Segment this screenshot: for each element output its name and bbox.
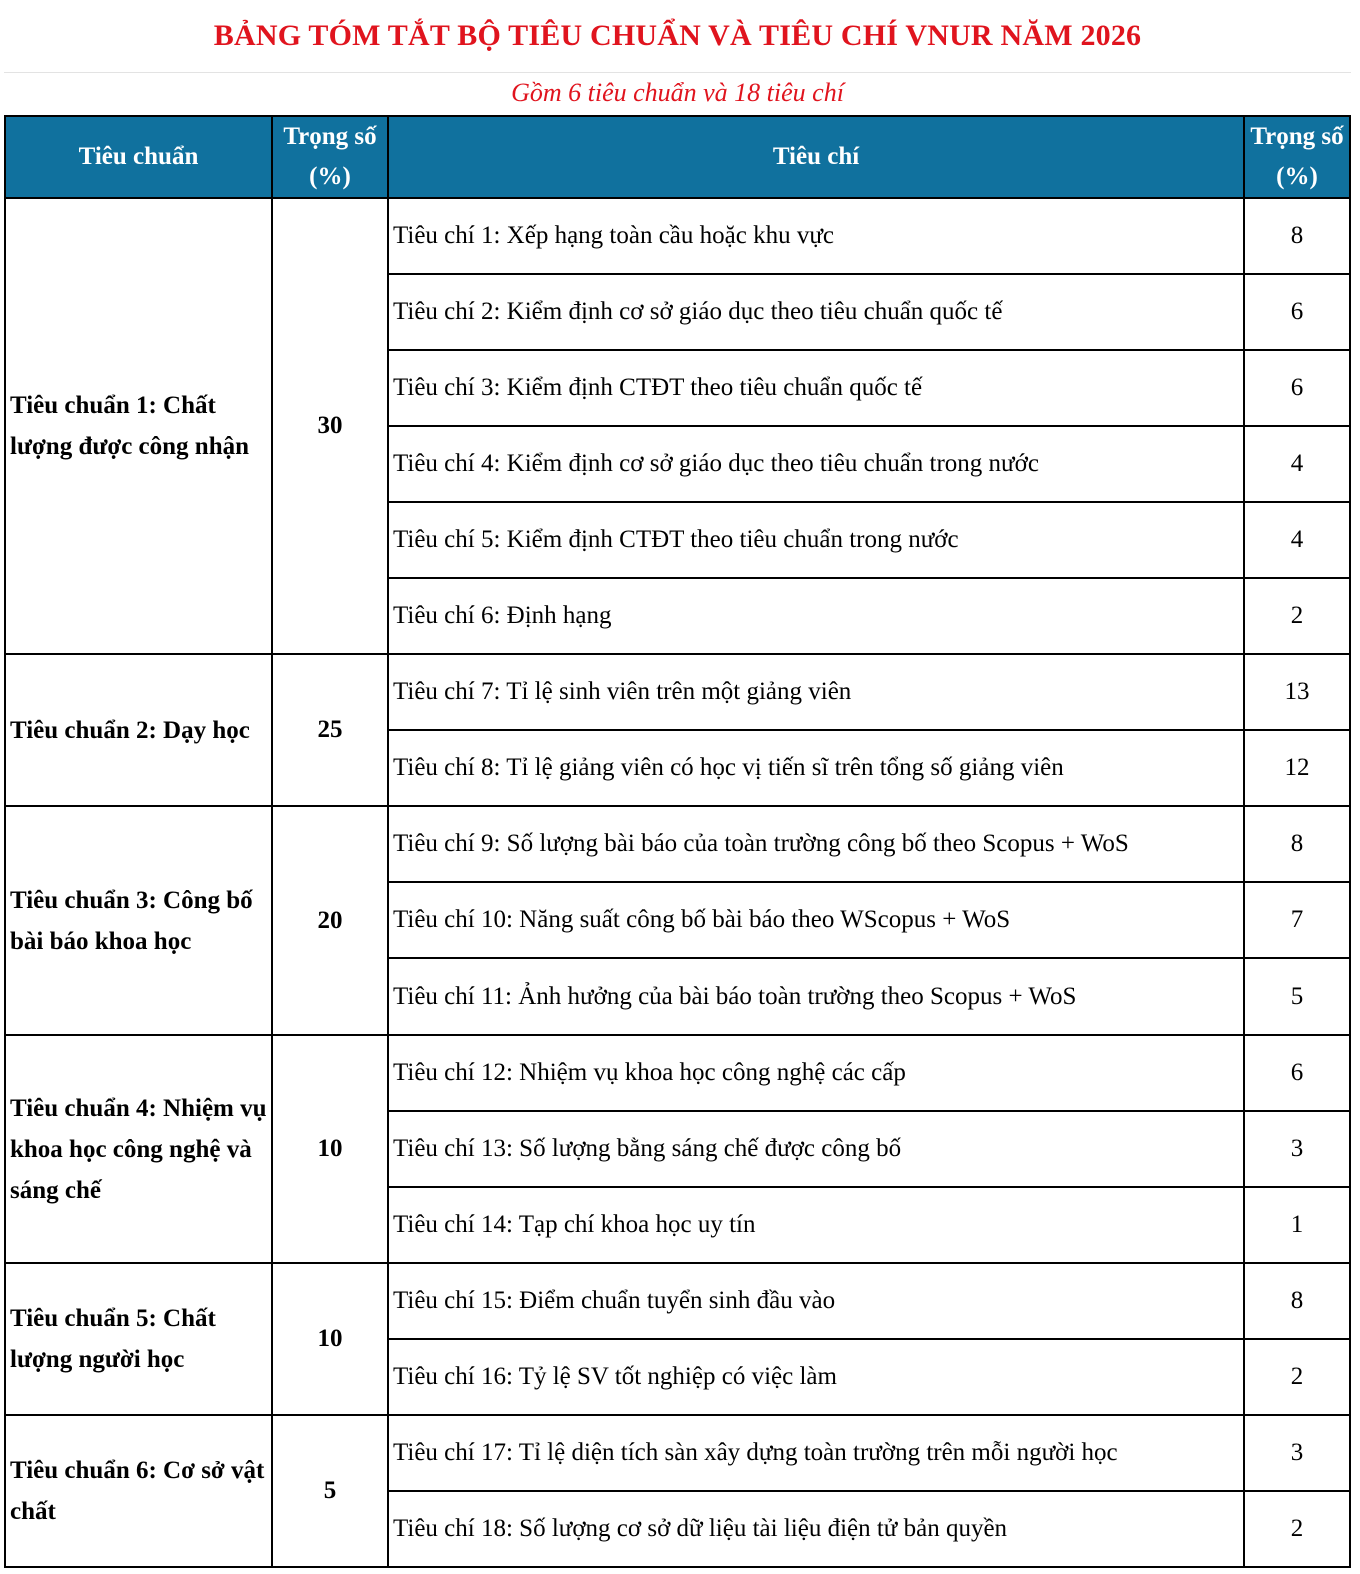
standard-weight-cell[interactable]: 25 — [272, 654, 388, 806]
table-row — [5, 806, 1350, 882]
header-standard: Tiêu chuẩn — [5, 116, 272, 198]
header-criterion: Tiêu chí — [388, 116, 1244, 198]
criterion-weight-cell[interactable]: 12 — [1244, 730, 1350, 806]
criterion-text-cell[interactable]: Tiêu chí 14: Tạp chí khoa học uy tín — [388, 1187, 1244, 1263]
title-row — [4, 0, 1351, 73]
header-standard-weight: Trọng số (%) — [272, 116, 388, 198]
standard-weight-cell[interactable]: 10 — [272, 1263, 388, 1415]
criterion-weight-cell[interactable]: 7 — [1244, 882, 1350, 958]
criterion-weight-cell[interactable]: 3 — [1244, 1111, 1350, 1187]
table-row — [5, 1263, 1350, 1339]
criterion-text-cell[interactable]: Tiêu chí 11: Ảnh hưởng của bài báo toàn trường theo Scopus + WoS — [388, 958, 1244, 1035]
criterion-text-cell[interactable]: Tiêu chí 10: Năng suất công bố bài báo theo WScopus + WoS — [388, 882, 1244, 958]
criterion-text-cell[interactable]: Tiêu chí 16: Tỷ lệ SV tốt nghiệp có việc làm — [388, 1339, 1244, 1415]
standard-weight-cell[interactable]: 10 — [272, 1035, 388, 1263]
subtitle-row — [4, 72, 1351, 114]
criterion-text-cell[interactable]: Tiêu chí 1: Xếp hạng toàn cầu hoặc khu vực — [388, 198, 1244, 274]
standard-name-cell[interactable]: Tiêu chuẩn 4: Nhiệm vụ khoa học công nghệ và sáng chế — [5, 1035, 272, 1263]
table-body — [5, 198, 1350, 1567]
standard-name-cell[interactable]: Tiêu chuẩn 5: Chất lượng người học — [5, 1263, 272, 1415]
criterion-text-cell[interactable]: Tiêu chí 7: Tỉ lệ sinh viên trên một giảng viên — [388, 654, 1244, 730]
header-criterion-weight: Trọng số (%) — [1244, 116, 1350, 198]
criterion-weight-cell[interactable]: 2 — [1244, 1339, 1350, 1415]
criterion-text-cell[interactable]: Tiêu chí 8: Tỉ lệ giảng viên có học vị tiến sĩ trên tổng số giảng viên — [388, 730, 1244, 806]
criterion-text-cell[interactable]: Tiêu chí 3: Kiểm định CTĐT theo tiêu chuẩn quốc tế — [388, 350, 1244, 426]
criterion-text-cell[interactable]: Tiêu chí 5: Kiểm định CTĐT theo tiêu chuẩn trong nước — [388, 502, 1244, 578]
standard-weight-cell[interactable]: 30 — [272, 198, 388, 654]
standard-weight-cell[interactable]: 5 — [272, 1415, 388, 1567]
criterion-text-cell[interactable]: Tiêu chí 13: Số lượng bằng sáng chế được công bố — [388, 1111, 1244, 1187]
criterion-weight-cell[interactable]: 8 — [1244, 806, 1350, 882]
table-header-row — [5, 116, 1350, 198]
criterion-weight-cell[interactable]: 2 — [1244, 1491, 1350, 1567]
criterion-weight-cell[interactable]: 1 — [1244, 1187, 1350, 1263]
criterion-text-cell[interactable]: Tiêu chí 18: Số lượng cơ sở dữ liệu tài liệu điện tử bản quyền — [388, 1491, 1244, 1567]
standard-name-cell[interactable]: Tiêu chuẩn 1: Chất lượng được công nhận — [5, 198, 272, 654]
page-subtitle: Gồm 6 tiêu chuẩn và 18 tiêu chí — [511, 78, 844, 107]
criterion-weight-cell[interactable]: 13 — [1244, 654, 1350, 730]
criterion-text-cell[interactable]: Tiêu chí 15: Điểm chuẩn tuyển sinh đầu vào — [388, 1263, 1244, 1339]
standard-name-cell[interactable]: Tiêu chuẩn 3: Công bố bài báo khoa học — [5, 806, 272, 1035]
criterion-text-cell[interactable]: Tiêu chí 12: Nhiệm vụ khoa học công nghệ các cấp — [388, 1035, 1244, 1111]
criterion-text-cell[interactable]: Tiêu chí 17: Tỉ lệ diện tích sàn xây dựng toàn trường trên mỗi người học — [388, 1415, 1244, 1491]
criterion-weight-cell[interactable]: 6 — [1244, 1035, 1350, 1111]
criterion-weight-cell[interactable]: 6 — [1244, 350, 1350, 426]
table-row — [5, 1035, 1350, 1111]
table-row — [5, 1415, 1350, 1491]
standard-name-cell[interactable]: Tiêu chuẩn 6: Cơ sở vật chất — [5, 1415, 272, 1567]
criterion-text-cell[interactable]: Tiêu chí 4: Kiểm định cơ sở giáo dục theo tiêu chuẩn trong nước — [388, 426, 1244, 502]
criterion-weight-cell[interactable]: 4 — [1244, 426, 1350, 502]
criterion-weight-cell[interactable]: 5 — [1244, 958, 1350, 1035]
criterion-text-cell[interactable]: Tiêu chí 9: Số lượng bài báo của toàn trường công bố theo Scopus + WoS — [388, 806, 1244, 882]
criterion-text-cell[interactable]: Tiêu chí 6: Định hạng — [388, 578, 1244, 654]
criterion-text-cell[interactable]: Tiêu chí 2: Kiểm định cơ sở giáo dục theo tiêu chuẩn quốc tế — [388, 274, 1244, 350]
criterion-weight-cell[interactable]: 6 — [1244, 274, 1350, 350]
table-row — [5, 654, 1350, 730]
criterion-weight-cell[interactable]: 4 — [1244, 502, 1350, 578]
criterion-weight-cell[interactable]: 8 — [1244, 1263, 1350, 1339]
standard-weight-cell[interactable]: 20 — [272, 806, 388, 1035]
criterion-weight-cell[interactable]: 3 — [1244, 1415, 1350, 1491]
criteria-table — [4, 115, 1351, 1568]
page-title: BẢNG TÓM TẮT BỘ TIÊU CHUẨN VÀ TIÊU CHÍ VNUR NĂM 2026 — [213, 19, 1142, 52]
criterion-weight-cell[interactable]: 2 — [1244, 578, 1350, 654]
criterion-weight-cell[interactable]: 8 — [1244, 198, 1350, 274]
standard-name-cell[interactable]: Tiêu chuẩn 2: Dạy học — [5, 654, 272, 806]
table-row — [5, 198, 1350, 274]
